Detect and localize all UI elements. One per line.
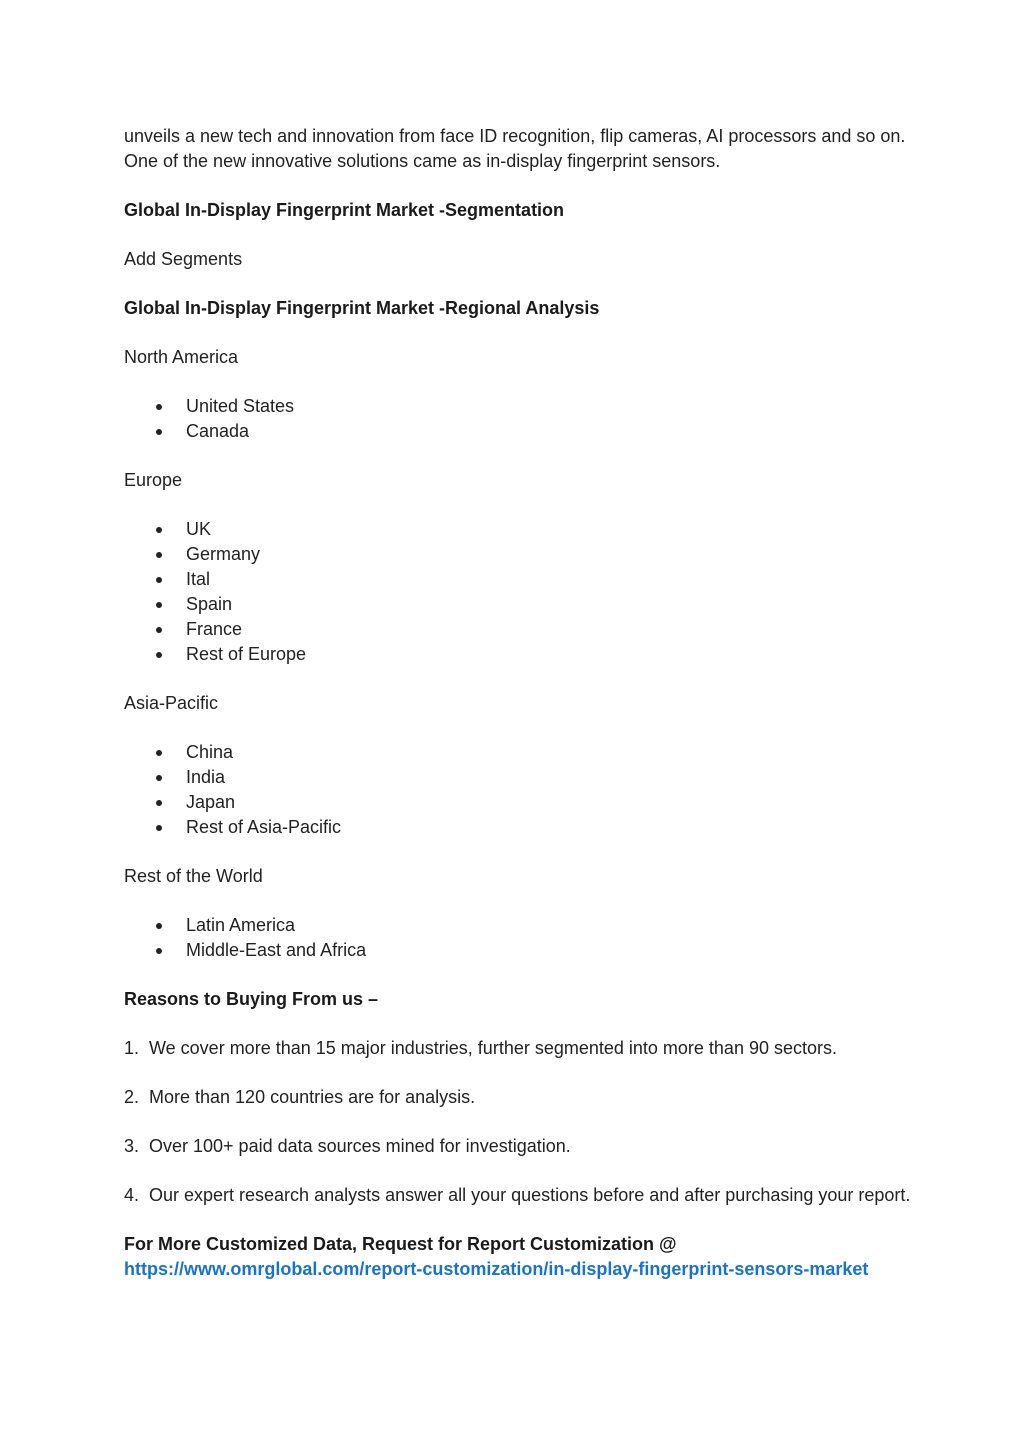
bullet-icon [156, 750, 162, 756]
list-item: France [124, 617, 914, 642]
bullet-icon [156, 602, 162, 608]
customization-heading: For More Customized Data, Request for Report Customization @ [124, 1234, 677, 1254]
list-item: UK [124, 517, 914, 542]
list-item: Rest of Asia-Pacific [124, 815, 914, 840]
bullet-icon [156, 552, 162, 558]
list-item: Latin America [124, 913, 914, 938]
bullet-icon [156, 652, 162, 658]
list-item: Canada [124, 419, 914, 444]
document-page [124, 124, 914, 1282]
list-item: China [124, 740, 914, 765]
list-item: Spain [124, 592, 914, 617]
reason-item: 3. Over 100+ paid data sources mined for investigation. [124, 1136, 571, 1156]
bullet-icon [156, 800, 162, 806]
region-name: Europe [124, 470, 183, 490]
segmentation-text: Add Segments [124, 249, 243, 269]
list-item: Japan [124, 790, 914, 815]
list-item: United States [124, 394, 914, 419]
region-name: Asia-Pacific [124, 693, 219, 713]
customization-link[interactable]: https://www.omrglobal.com/report-customization/in-display-fingerprint-sensors-market [124, 1259, 869, 1279]
list-item: India [124, 765, 914, 790]
region-name: Rest of the World [124, 866, 263, 886]
bullet-icon [156, 923, 162, 929]
intro-paragraph: unveils a new tech and innovation from face ID recognition, flip cameras, AI processors and so on. One of the new innovative solutions came as in-display fingerprint sensors. [124, 126, 906, 171]
bullet-icon [156, 577, 162, 583]
bullet-icon [156, 527, 162, 533]
region-country-list [124, 517, 914, 667]
bullet-icon [156, 627, 162, 633]
list-item: Middle-East and Africa [124, 938, 914, 963]
reason-item: 2. More than 120 countries are for analysis. [124, 1087, 476, 1107]
bullet-icon [156, 404, 162, 410]
list-item: Ital [124, 567, 914, 592]
region-country-list [124, 394, 914, 444]
bullet-icon [156, 825, 162, 831]
reason-item: 4. Our expert research analysts answer all your questions before and after purchasing your report. [124, 1185, 911, 1205]
reasons-heading: Reasons to Buying From us – [124, 989, 379, 1009]
reason-item: 1. We cover more than 15 major industries, further segmented into more than 90 sectors. [124, 1038, 837, 1058]
bullet-icon [156, 429, 162, 435]
regional-heading: Global In-Display Fingerprint Market -Regional Analysis [124, 298, 600, 318]
list-item: Rest of Europe [124, 642, 914, 667]
bullet-icon [156, 775, 162, 781]
region-country-list [124, 913, 914, 963]
region-country-list [124, 740, 914, 840]
bullet-icon [156, 948, 162, 954]
segmentation-heading: Global In-Display Fingerprint Market -Segmentation [124, 200, 565, 220]
list-item: Germany [124, 542, 914, 567]
region-name: North America [124, 347, 239, 367]
